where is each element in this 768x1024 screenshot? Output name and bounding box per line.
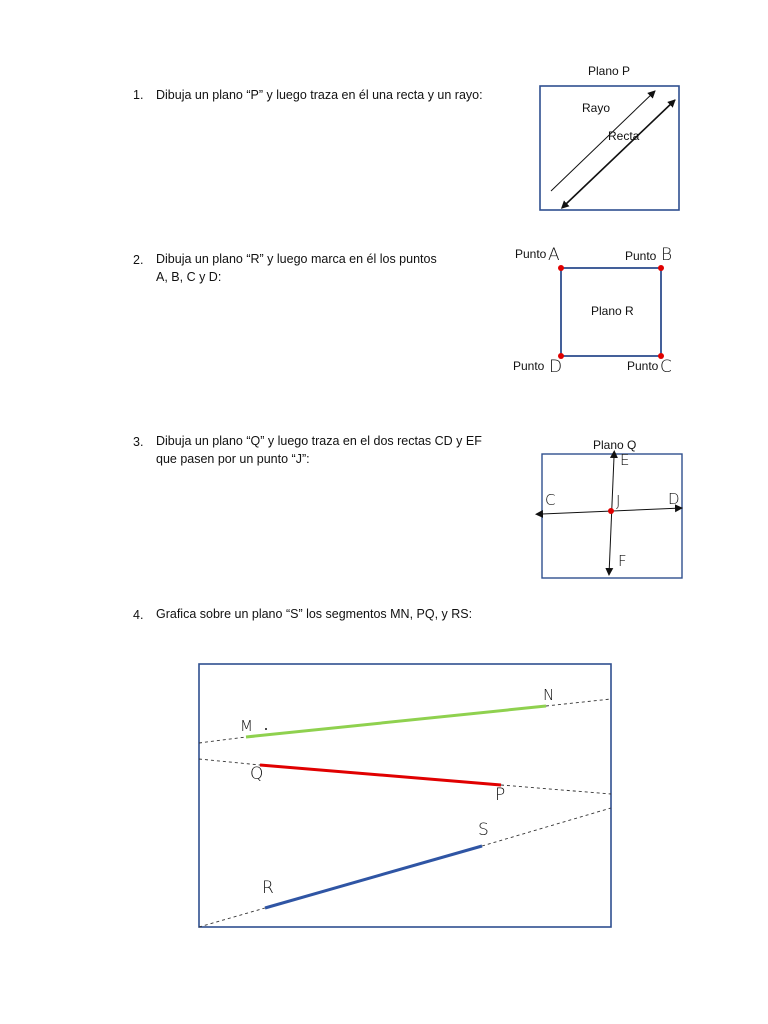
- point-m-dot: [265, 728, 267, 730]
- punto-d-label: Punto: [513, 359, 545, 373]
- plano-q-title: Plano Q: [593, 438, 637, 452]
- letter-c-q: C: [545, 491, 556, 509]
- item-1-text: Dibuja un plano “P” y luego traza en él una recta y un rayo:: [156, 88, 483, 102]
- item-4-text: Grafica sobre un plano “S” los segmentos MN, PQ, y RS:: [156, 607, 473, 621]
- item-3-text-line2: que pasen por un punto “J”:: [156, 452, 310, 466]
- letter-d: D: [549, 357, 563, 377]
- item-3-text-line1: Dibuja un plano “Q” y luego traza en el dos rectas CD y EF: [156, 434, 482, 448]
- letter-r: R: [262, 878, 274, 898]
- letter-d-q: D: [668, 490, 680, 508]
- item-2-text-line1: Dibuja un plano “R” y luego marca en él los puntos: [156, 252, 437, 266]
- letter-a: A: [548, 245, 560, 265]
- item-2-number: 2.: [133, 253, 144, 267]
- line-rs-dashed-right: [482, 808, 611, 846]
- segment-mn: [246, 706, 546, 737]
- punto-b-label: Punto: [625, 249, 657, 263]
- punto-c-label: Punto: [627, 359, 659, 373]
- recta-label: Recta: [608, 129, 640, 143]
- segment-pq: [260, 765, 501, 785]
- line-rs-dashed-left: [199, 908, 265, 927]
- plano-p-title: Plano P: [588, 64, 631, 78]
- letter-q: Q: [250, 764, 264, 784]
- segment-rs: [265, 846, 482, 908]
- item-3-number: 3.: [133, 435, 144, 449]
- letter-f: F: [618, 552, 627, 570]
- rayo-label: Rayo: [582, 101, 611, 115]
- letter-c: C: [660, 357, 672, 377]
- item-1-number: 1.: [133, 88, 144, 102]
- letter-p: P: [495, 785, 506, 805]
- line-mn-dashed-right: [546, 699, 611, 706]
- letter-m: M: [240, 717, 253, 735]
- letter-b: B: [661, 245, 673, 265]
- punto-a-label: Punto: [515, 247, 547, 261]
- item-2-text-line2: A, B, C y D:: [156, 270, 222, 284]
- letter-n: N: [543, 686, 555, 704]
- letter-j: J: [616, 492, 621, 510]
- letter-s: S: [478, 820, 489, 840]
- line-qp-dashed-right: [501, 785, 611, 794]
- plano-r-label: Plano R: [591, 304, 634, 318]
- letter-e: E: [620, 451, 630, 469]
- item-4-number: 4.: [133, 608, 144, 622]
- line-mn-dashed-left: [199, 737, 246, 743]
